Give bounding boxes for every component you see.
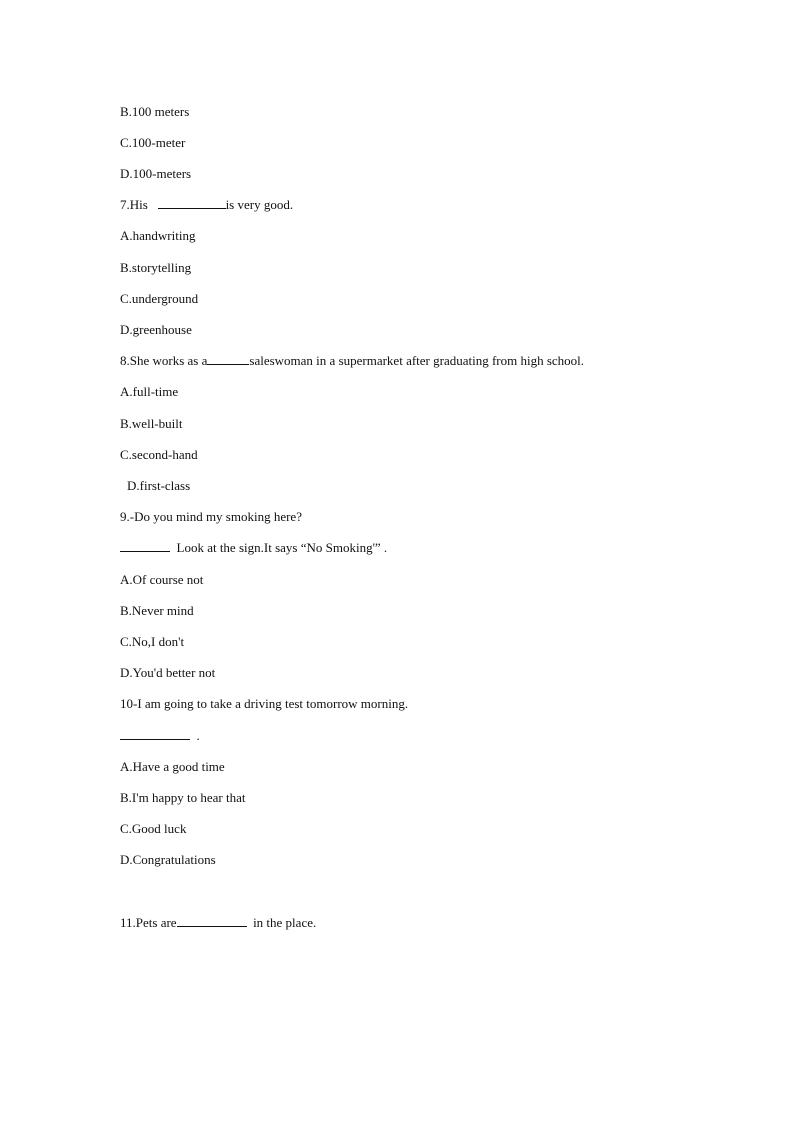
q11-answer-blank bbox=[177, 915, 247, 927]
q10-response-text: . bbox=[196, 728, 200, 743]
q7-answer-blank bbox=[158, 197, 226, 209]
q10-option-b: B.I'm happy to hear that bbox=[120, 790, 246, 805]
q10-option-d: D.Congratulations bbox=[120, 852, 216, 867]
q11-stem bbox=[120, 915, 316, 931]
q8-stem-after: saleswoman in a supermarket after graduating from high school. bbox=[249, 353, 585, 368]
q10-answer-blank bbox=[120, 728, 190, 740]
q10-response bbox=[120, 728, 200, 744]
q8-answer-blank bbox=[207, 353, 249, 365]
q9-option-c: C.No,I don't bbox=[120, 634, 185, 649]
q9-option-b: B.Never mind bbox=[120, 603, 194, 618]
q7-option-c: C.underground bbox=[120, 291, 199, 306]
q8-stem-before: 8.She works as a bbox=[120, 353, 208, 368]
q9-response-text: Look at the sign.It says “No Smoking'” . bbox=[176, 540, 388, 555]
q7-option-a: A.handwriting bbox=[120, 228, 196, 243]
q7-stem-before: 7.His bbox=[120, 197, 148, 212]
q9-answer-blank bbox=[120, 540, 170, 552]
q11-stem-before: 11.Pets are bbox=[120, 915, 177, 930]
q8-option-b: B.well-built bbox=[120, 416, 183, 431]
q9-option-d: D.You'd better not bbox=[120, 665, 216, 680]
q9-prompt: 9.-Do you mind my smoking here? bbox=[120, 509, 302, 524]
q8-option-a: A.full-time bbox=[120, 384, 179, 399]
q8-stem bbox=[120, 353, 584, 369]
q10-prompt: 10-I am going to take a driving test tomorrow morning. bbox=[120, 696, 409, 711]
q6-option-b: B.100 meters bbox=[120, 104, 190, 119]
q6-option-c: C.100-meter bbox=[120, 135, 186, 150]
q9-response bbox=[120, 540, 387, 556]
q8-option-c: C.second-hand bbox=[120, 447, 198, 462]
q9-option-a: A.Of course not bbox=[120, 572, 204, 587]
q11-stem-after: in the place. bbox=[253, 915, 317, 930]
q10-option-c: C.Good luck bbox=[120, 821, 187, 836]
q8-option-d: D.first-class bbox=[127, 478, 191, 493]
q7-stem-after: is very good. bbox=[225, 197, 294, 212]
q10-option-a: A.Have a good time bbox=[120, 759, 225, 774]
q6-option-d: D.100-meters bbox=[120, 166, 192, 181]
q7-option-b: B.storytelling bbox=[120, 260, 192, 275]
q7-option-d: D.greenhouse bbox=[120, 322, 192, 337]
q7-stem bbox=[120, 197, 293, 213]
